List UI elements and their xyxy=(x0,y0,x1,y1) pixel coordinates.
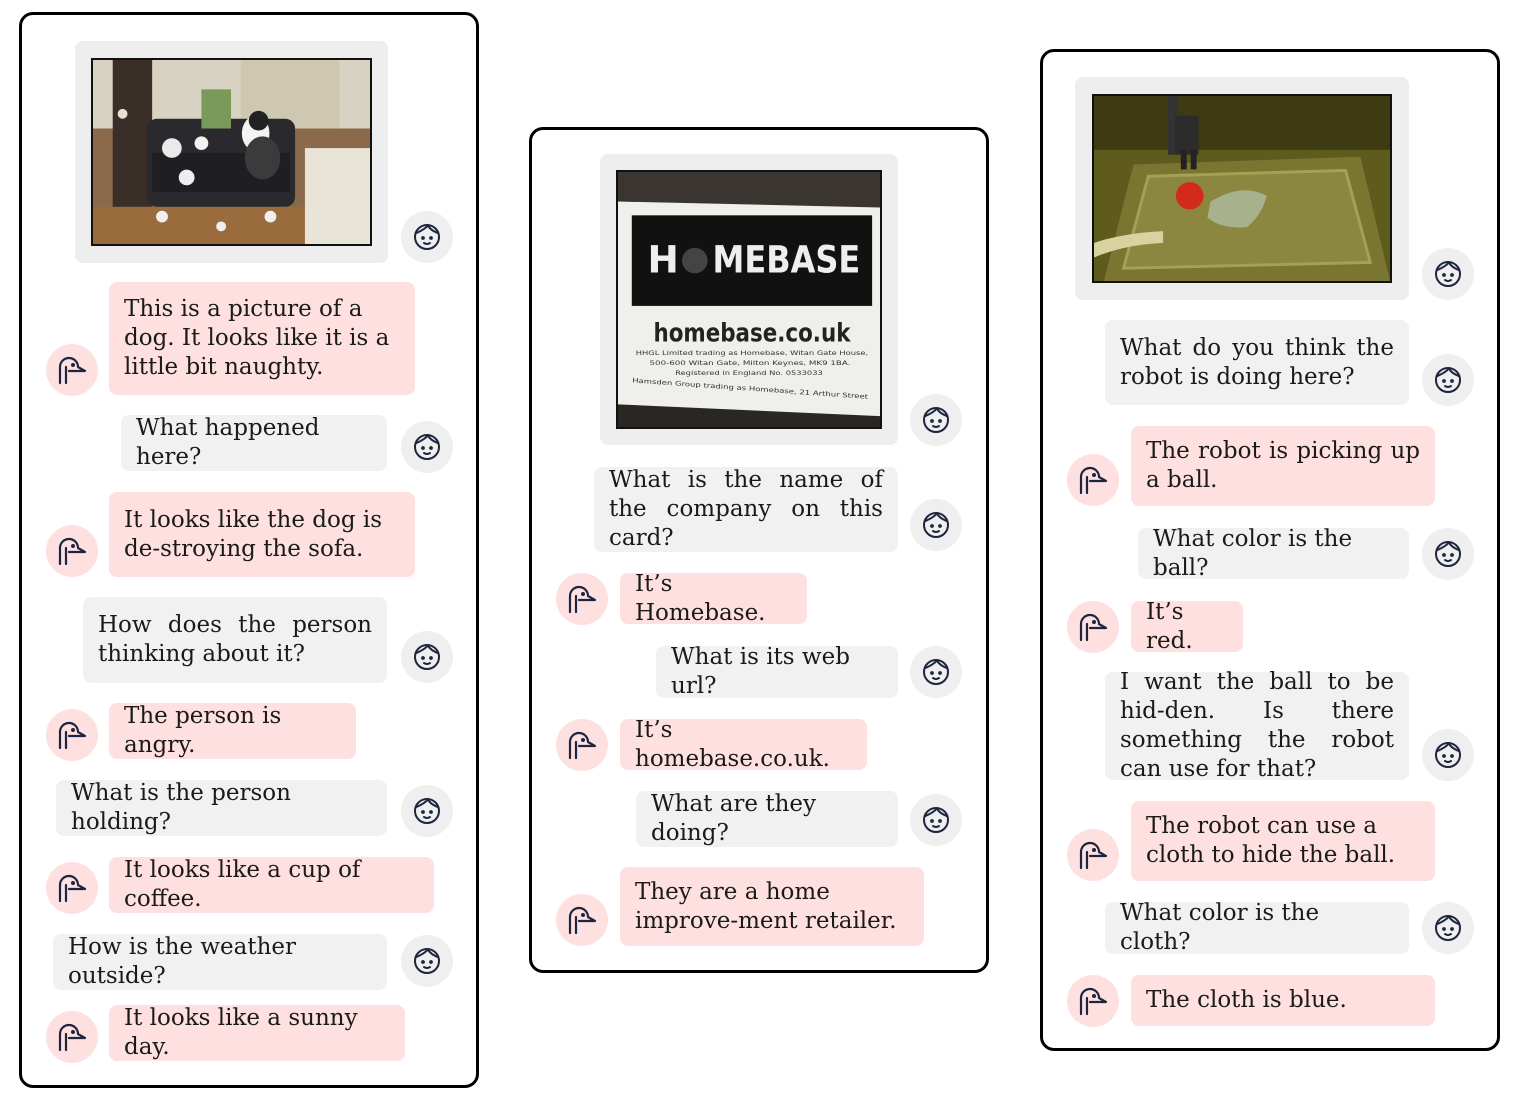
message-text: What happened here? xyxy=(136,415,320,470)
bird-logo-icon xyxy=(56,535,88,567)
dog-photo xyxy=(91,58,372,246)
message-text: It looks like a cup of coffee. xyxy=(124,857,361,912)
user-message xyxy=(1105,320,1409,405)
face-icon xyxy=(1433,365,1463,395)
message-text: How is the weather outside? xyxy=(68,934,297,989)
face-icon xyxy=(412,946,442,976)
conversation-panel-3 xyxy=(1040,49,1500,1051)
face-icon xyxy=(412,796,442,826)
message-text: It’s Homebase. xyxy=(635,570,766,626)
card-fine-print: Hamsden Group trading as Homebase, 21 Arthur Street xyxy=(631,376,811,397)
assistant-message xyxy=(109,492,415,577)
user-avatar xyxy=(1422,729,1474,781)
assistant-avatar xyxy=(46,862,98,914)
assistant-message xyxy=(620,716,867,772)
image-frame xyxy=(75,41,388,263)
assistant-message xyxy=(109,1005,405,1061)
assistant-message xyxy=(620,867,924,946)
card-brand-left: H xyxy=(647,237,679,282)
card-url: homebase.co.uk xyxy=(653,318,852,349)
message-text: The robot is picking up a ball. xyxy=(1146,438,1420,493)
user-avatar xyxy=(1422,902,1474,954)
assistant-avatar xyxy=(1067,601,1119,653)
bird-logo-icon xyxy=(566,904,598,936)
bird-logo-icon xyxy=(566,583,598,615)
user-avatar xyxy=(1422,354,1474,406)
assistant-avatar xyxy=(556,894,608,946)
bird-logo-icon xyxy=(1077,611,1109,643)
message-text: They are a home improve-ment retailer. xyxy=(635,878,897,934)
user-message xyxy=(594,467,898,552)
bird-logo-icon xyxy=(56,872,88,904)
message-text: It looks like a sunny day. xyxy=(124,1005,358,1060)
message-text: The robot can use a cloth to hide the ball. xyxy=(1146,813,1396,868)
bird-logo-icon xyxy=(56,354,88,386)
assistant-avatar xyxy=(46,709,98,761)
face-icon xyxy=(921,805,951,835)
message-text: What color is the cloth? xyxy=(1120,900,1320,955)
user-message xyxy=(1105,902,1409,954)
message-text: The person is angry. xyxy=(124,703,282,758)
message-text: How does the person thinking about it? xyxy=(98,612,372,667)
user-avatar xyxy=(910,646,962,698)
face-icon xyxy=(1433,740,1463,770)
message-text: What are they doing? xyxy=(651,791,817,846)
assistant-message xyxy=(1131,598,1243,654)
assistant-avatar xyxy=(1067,454,1119,506)
user-avatar xyxy=(401,421,453,473)
bird-logo-icon xyxy=(1077,464,1109,496)
assistant-message xyxy=(109,282,415,395)
user-avatar xyxy=(401,785,453,837)
message-text: What do you think the robot is doing here? xyxy=(1120,334,1394,390)
assistant-avatar xyxy=(1067,829,1119,881)
message-text: The cloth is blue. xyxy=(1146,987,1347,1013)
user-avatar xyxy=(910,499,962,551)
assistant-message xyxy=(1131,975,1435,1026)
assistant-message xyxy=(109,703,356,759)
user-message xyxy=(56,780,387,836)
assistant-message xyxy=(1131,801,1435,881)
face-icon xyxy=(921,510,951,540)
message-text: It looks like the dog is de-stroying the sofa. xyxy=(124,506,383,562)
conversation-panel-1 xyxy=(19,12,479,1088)
business-card-photo xyxy=(616,170,882,429)
message-text: This is a picture of a dog. It looks like it is a little bit naughty. xyxy=(124,296,390,380)
message-text: What is the name of the company on this card? xyxy=(609,467,883,551)
user-avatar xyxy=(910,794,962,846)
face-icon xyxy=(1433,539,1463,569)
card-brand-right: MEBASE xyxy=(712,237,861,282)
face-icon xyxy=(921,657,951,687)
message-text: It’s red. xyxy=(1146,598,1193,654)
assistant-message xyxy=(620,570,807,626)
user-message xyxy=(1138,525,1409,581)
face-icon xyxy=(921,405,951,435)
assistant-avatar xyxy=(556,719,608,771)
robot-photo xyxy=(1092,94,1392,283)
user-message xyxy=(636,791,898,847)
card-fine-print: HHGL Limited trading as Homebase, Witan Gate House, xyxy=(635,349,869,358)
bird-logo-icon xyxy=(1077,839,1109,871)
assistant-avatar xyxy=(46,344,98,396)
bird-logo-icon xyxy=(566,729,598,761)
user-message xyxy=(53,934,387,990)
image-frame xyxy=(1075,77,1409,300)
assistant-message xyxy=(1131,426,1435,506)
image-frame xyxy=(600,154,898,445)
message-text: I want the ball to be hid-den. Is there something the robot can use for that? xyxy=(1120,669,1394,782)
user-avatar xyxy=(401,631,453,683)
face-icon xyxy=(1433,913,1463,943)
message-text: What is the person holding? xyxy=(71,780,291,835)
user-message xyxy=(121,415,387,471)
face-icon xyxy=(1433,259,1463,289)
assistant-avatar xyxy=(556,573,608,625)
face-icon xyxy=(412,642,442,672)
assistant-avatar xyxy=(46,1011,98,1063)
bird-logo-icon xyxy=(56,1021,88,1053)
card-fine-print: Registered in England No. 0533033 xyxy=(675,368,823,377)
assistant-avatar xyxy=(46,525,98,577)
assistant-message xyxy=(109,857,434,913)
conversation-panel-2 xyxy=(529,127,989,973)
message-text: It’s homebase.co.uk. xyxy=(635,716,830,772)
card-fine-print: 500-600 Witan Gate, Milton Keynes, MK9 1BA. xyxy=(649,358,851,367)
user-message xyxy=(1105,669,1409,782)
bird-logo-icon xyxy=(56,719,88,751)
bird-logo-icon xyxy=(1077,985,1109,1017)
user-avatar xyxy=(401,935,453,987)
user-avatar xyxy=(910,394,962,446)
face-icon xyxy=(412,432,442,462)
user-avatar xyxy=(401,211,453,263)
user-message xyxy=(83,597,387,683)
message-text: What is its web url? xyxy=(671,644,850,699)
face-icon xyxy=(412,222,442,252)
message-text: What color is the ball? xyxy=(1153,525,1353,581)
user-avatar xyxy=(1422,528,1474,580)
assistant-avatar xyxy=(1067,975,1119,1027)
user-avatar xyxy=(1422,248,1474,300)
user-message xyxy=(656,646,898,698)
